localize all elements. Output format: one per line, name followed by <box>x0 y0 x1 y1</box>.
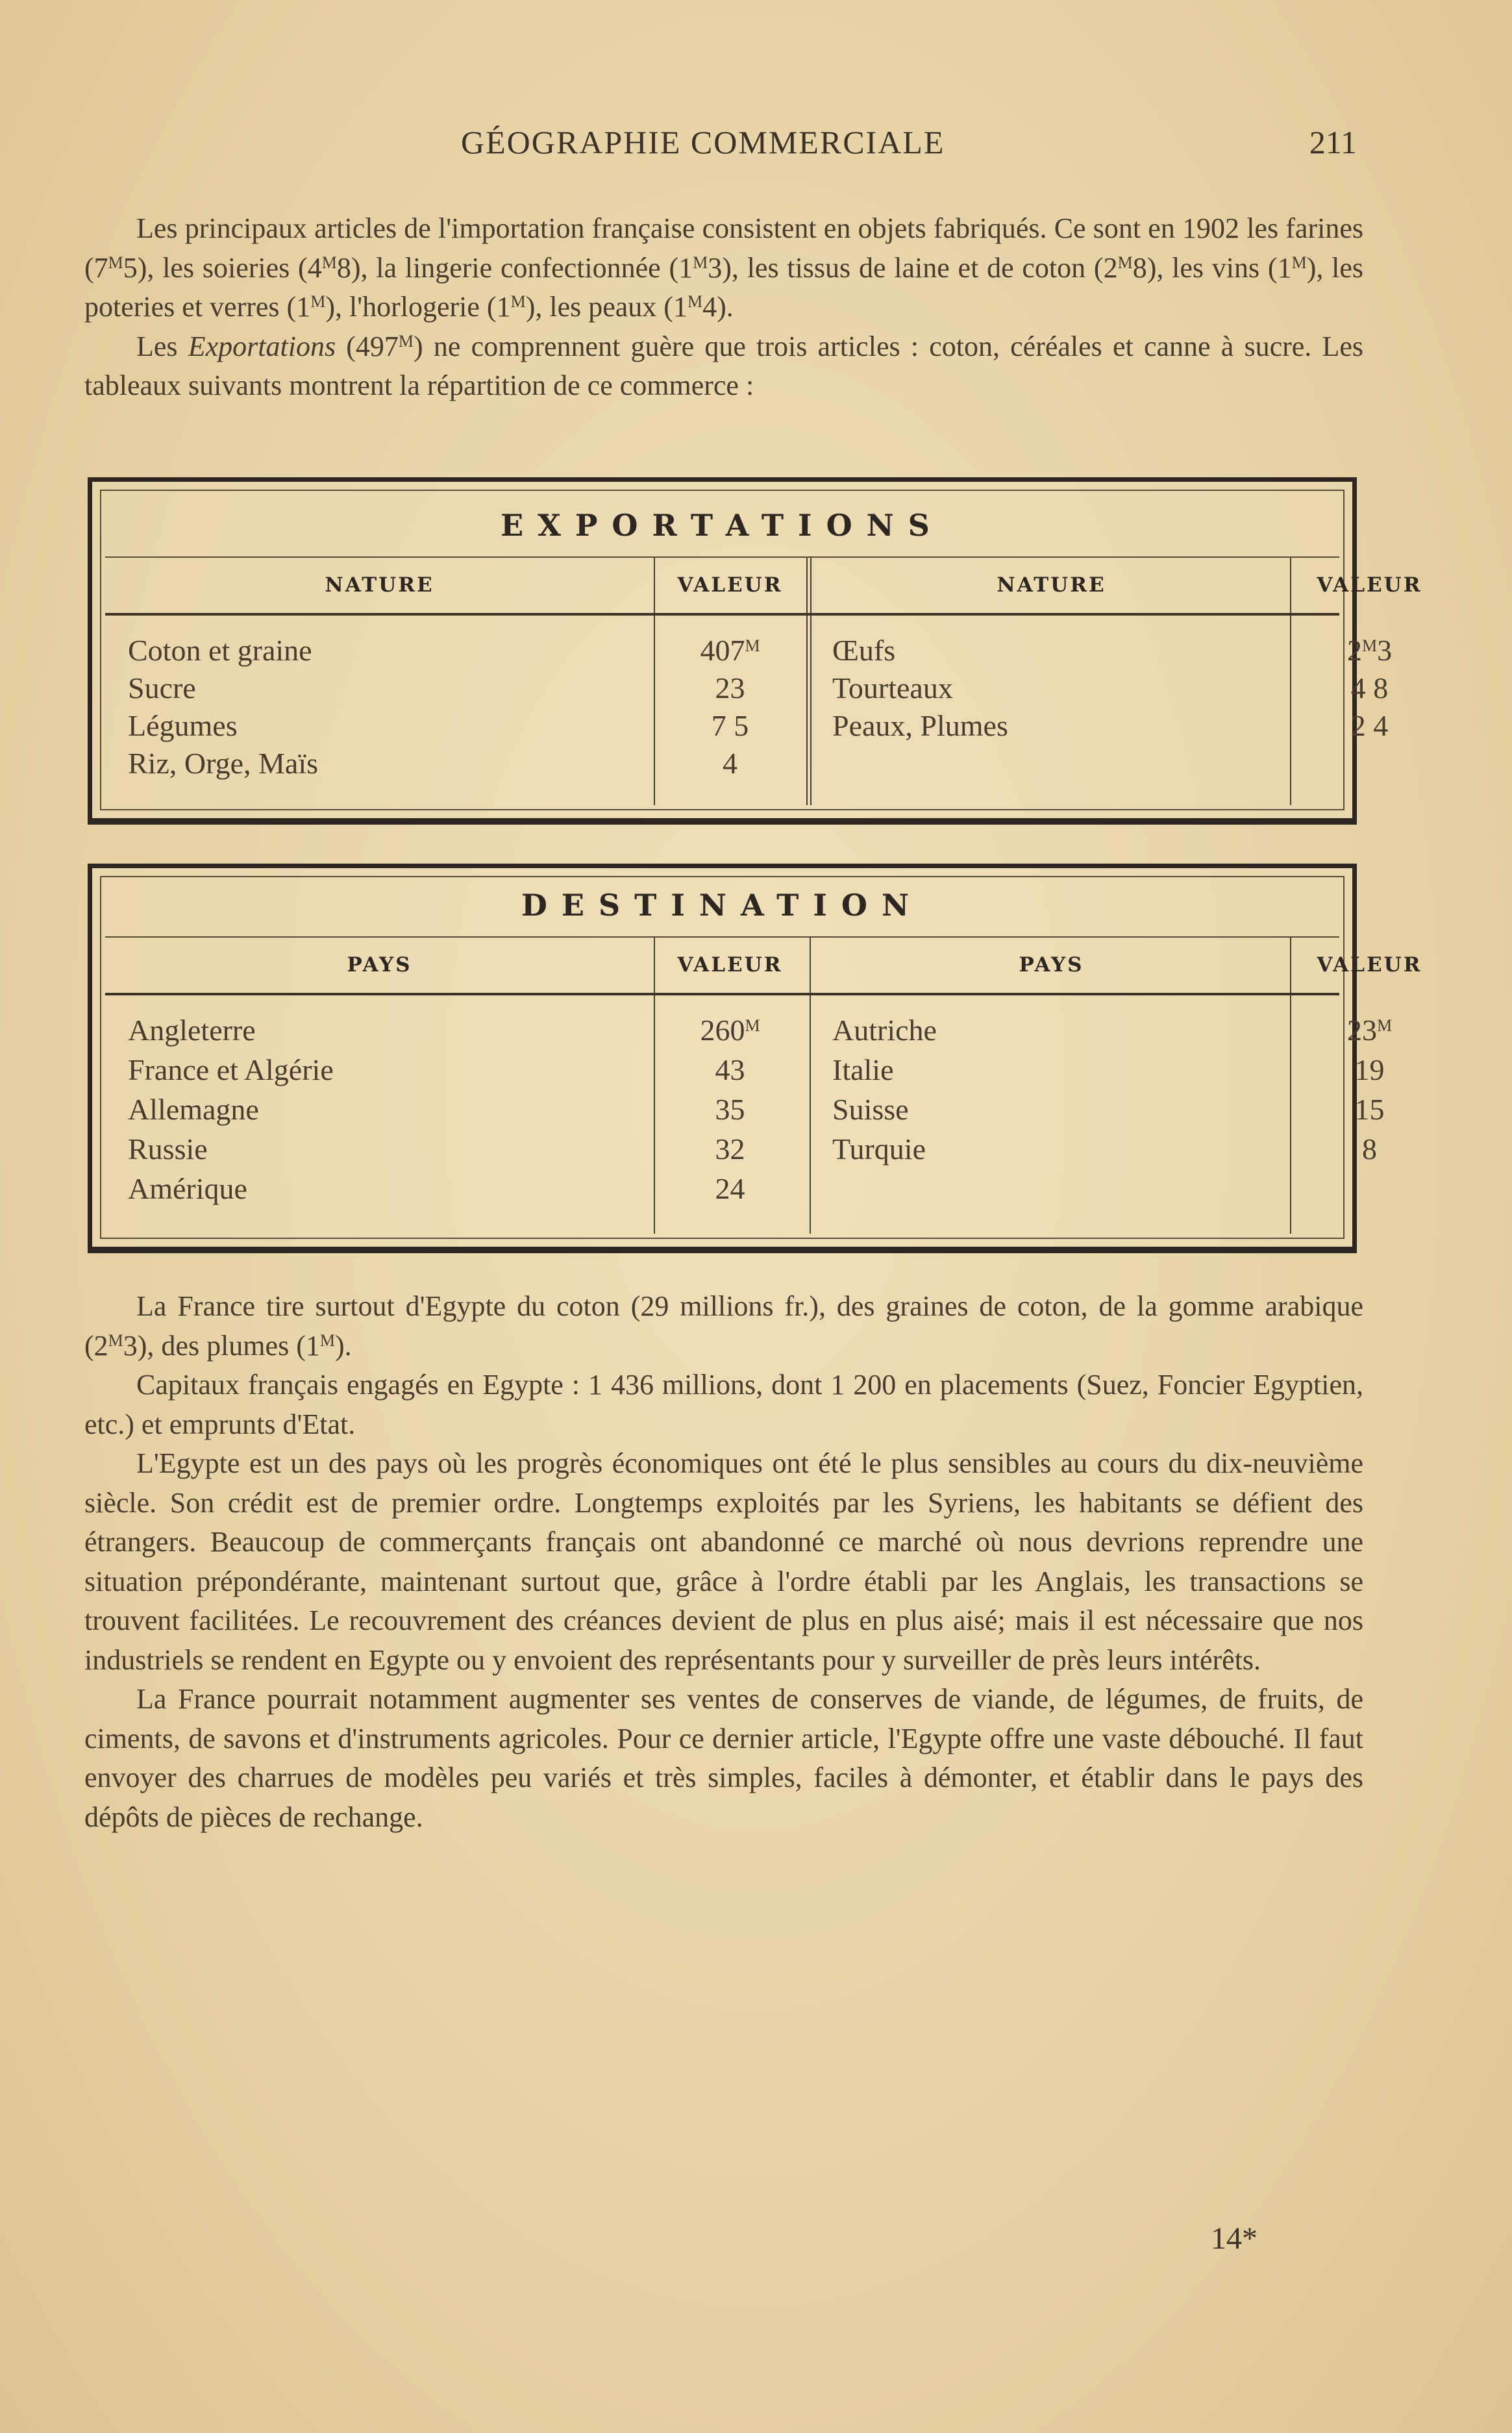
table-row <box>105 1130 1377 1169</box>
value-cell: 43 <box>715 1053 745 1086</box>
running-head <box>97 123 1357 169</box>
country-cell: Autriche <box>832 1014 937 1047</box>
table-row <box>105 744 1339 783</box>
column-header: PAYS <box>1019 953 1084 977</box>
nature-cell: Peaux, Plumes <box>832 709 1008 742</box>
nature-cell: Tourteaux <box>832 671 953 705</box>
country-cell: Turquie <box>832 1132 926 1166</box>
column-header: PAYS <box>347 953 412 977</box>
signature-mark: 14* <box>1211 2221 1258 2256</box>
value-cell: 4 8 <box>1350 671 1389 705</box>
value-cell: $407^M$ <box>700 634 760 667</box>
column-header: VALEUR <box>677 573 783 597</box>
value-cell: $23^M$ <box>1346 1014 1393 1047</box>
nature-cell: Sucre <box>128 671 196 705</box>
intro-text <box>84 209 1363 406</box>
value-cell: 32 <box>715 1132 745 1166</box>
value-cell: 7 5 <box>711 709 749 742</box>
nature-cell: Légumes <box>128 709 238 742</box>
table-row <box>105 1169 1339 1208</box>
paragraph-economy: L'Egypte est un des pays où les progrès économiques ont été le plus sensibles au cours du dix-neuvième siècle. Son crédit est de premier ordre. Longtemps exploités par les Syriens, les habitants se défient des étrangers. Beaucoup de commerçants français ont abandonné ce marché où nous devrions reprendre une situation prépondérante, maintenant surtout que, grâce à l'ordre établi par les Anglais, les transactions se trouvent facilitées. Le recouvrement des créances devient de plus en plus aisé; mais il est nécessaire que nos industriels se rendent en Egypte ou y envoient des représentants pour y surveiller de près leurs intérêts. <box>84 1447 1363 1676</box>
table-row <box>105 1051 1385 1090</box>
value-cell: 23 <box>715 671 745 705</box>
value-cell: $260^M$ <box>700 1014 760 1047</box>
column-header: NATURE <box>325 573 434 597</box>
destination-table-grid <box>105 936 1422 1234</box>
country-cell: Allemagne <box>128 1093 259 1126</box>
destination-header-row <box>105 936 1422 995</box>
page-header-title: GÉOGRAPHIE COMMERCIALE <box>461 124 945 160</box>
destination-table <box>88 864 1422 1253</box>
intro-paragraph-exports: Les Exportations $(497^M)$ ne comprennent guère que trois articles : coton, céréales et canne à sucre. Les tableaux suivants montrent la répartition de ce commerce : <box>84 330 1364 401</box>
value-cell: 4 <box>723 747 737 780</box>
column-header: VALEUR <box>1317 573 1422 597</box>
country-cell: Italie <box>832 1053 894 1086</box>
table-row <box>105 669 1389 708</box>
exports-header-row <box>105 556 1422 616</box>
column-header: VALEUR <box>1317 953 1422 977</box>
country-cell: Amérique <box>128 1172 247 1205</box>
table-row <box>105 1011 1393 1050</box>
value-cell: 15 <box>1354 1093 1385 1126</box>
nature-cell: Coton et graine <box>128 634 312 667</box>
country-cell: France et Algérie <box>128 1053 334 1086</box>
nature-cell: Riz, Orge, Maïs <box>128 747 319 780</box>
value-cell: 35 <box>715 1093 745 1126</box>
value-cell: $2^M3$ <box>1346 634 1393 667</box>
value-cell: 24 <box>715 1172 745 1205</box>
value-cell: 8 <box>1362 1132 1377 1166</box>
intro-paragraph-imports: Les principaux articles de l'importation française consistent en objets fabriqués. Ce sont en 1902 les farines $(7^M5)$, les soieries $(4^M8)$, la lingerie confectionnée $(1^M3)$, les tissus de laine et de coton $(2^M8)$, les vins $(1^M)$, les poteries et verres $(1^M)$, l'horlogerie $(1^M)$, les peaux $(1^M4)$. <box>84 212 1364 323</box>
exports-table-title: EXPORTATIONS <box>501 508 944 543</box>
page-number: 211 <box>1309 124 1357 160</box>
column-header: NATURE <box>997 573 1106 597</box>
paragraph-opportunities: La France pourrait notamment augmenter ses ventes de conserves de viande, de légumes, de fruits, de ciments, de savons et d'instruments agricoles. Pour ce dernier article, l'Egypte offre une vaste débouché. Il faut envoyer des charrues de modèles peu variés et très simples, faciles à démonter, et établir dans le pays des dépôts de pièces de rechange. <box>84 1683 1363 1833</box>
table-row <box>105 706 1389 745</box>
table-row <box>105 1090 1385 1129</box>
outro-text <box>84 1287 1363 1837</box>
table-row <box>105 631 1393 670</box>
country-cell: Russie <box>128 1132 208 1166</box>
country-cell: Suisse <box>832 1093 909 1126</box>
column-header: VALEUR <box>677 953 783 977</box>
value-cell: 19 <box>1354 1053 1385 1086</box>
destination-table-title: DESTINATION <box>521 888 923 923</box>
exports-table-grid <box>105 556 1422 805</box>
nature-cell: Œufs <box>832 634 896 667</box>
country-cell: Angleterre <box>128 1014 256 1047</box>
paragraph-egypt-imports: La France tire surtout d'Egypte du coton (29 millions fr.), des graines de coton, de la gomme arabique $(2^M3)$, des plumes $(1^M)$. <box>84 1290 1363 1362</box>
value-cell: 2 4 <box>1350 709 1389 742</box>
paragraph-capital: Capitaux français engagés en Egypte : 1 436 millions, dont 1 200 en placements (Suez, Foncier Egyptien, etc.) et emprunts d'Etat. <box>84 1369 1363 1440</box>
exports-table <box>88 477 1422 825</box>
